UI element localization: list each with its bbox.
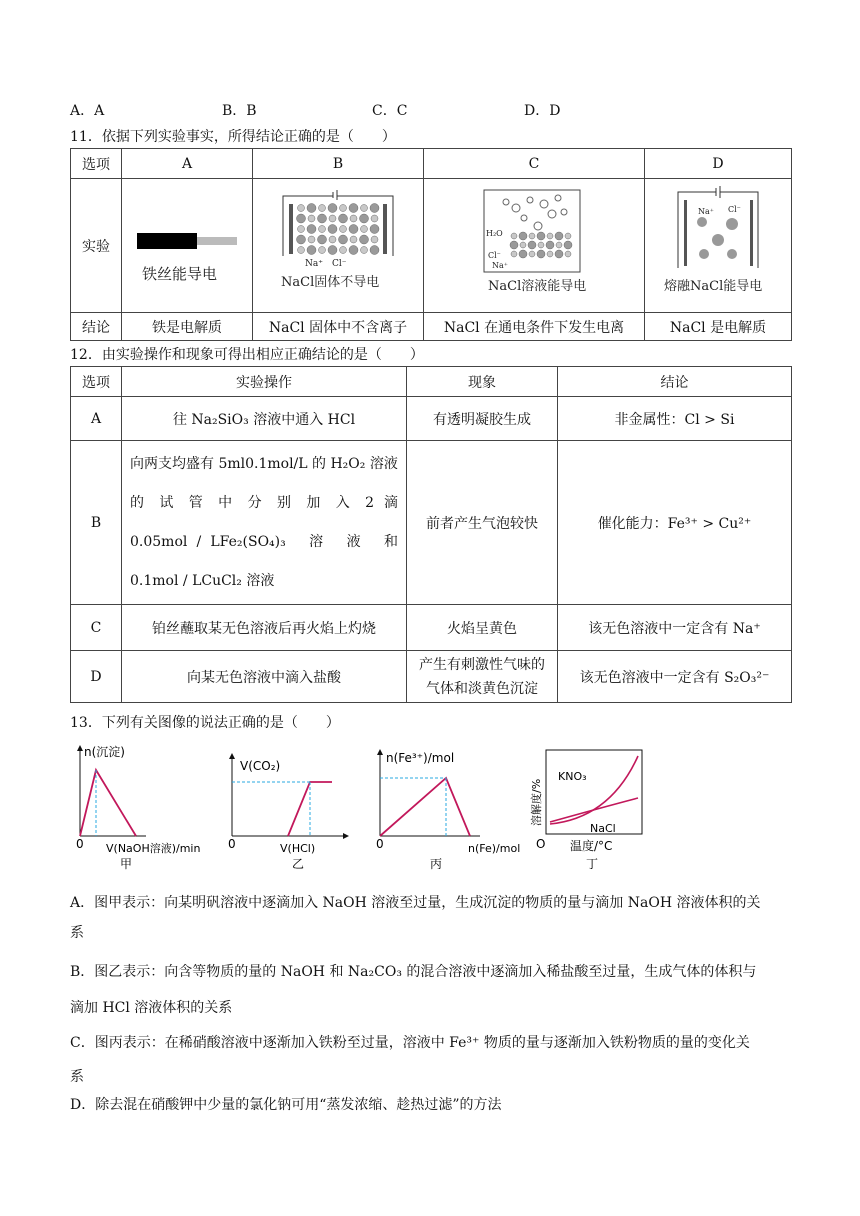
graph-yi-origin: 0 — [228, 837, 236, 851]
q11-stem: 11．依据下列实验事实，所得结论正确的是（ ） — [70, 129, 396, 145]
option-line: 系 — [70, 925, 84, 941]
molten-nacl-image — [658, 184, 778, 304]
nacl-solid-image — [273, 184, 403, 304]
q11-conclusion-d: NaCl 是电解质 — [645, 313, 792, 341]
q12-header: 实验操作 — [122, 367, 407, 397]
q11-header: D — [645, 149, 792, 179]
q12-operation: 铂丝蘸取某无色溶液后再火焰上灼烧 — [122, 605, 407, 651]
label-na: Na⁺ — [492, 260, 508, 270]
graph-ding — [529, 750, 642, 871]
graph-ding-caption: 丁 — [586, 857, 599, 871]
q13-graphs — [70, 740, 650, 876]
q12-header: 选项 — [71, 367, 122, 397]
image-caption: NaCl固体不导电 — [281, 274, 380, 290]
q12-operation: 向某无色溶液中滴入盐酸 — [122, 651, 407, 703]
q12-option: A — [71, 397, 122, 441]
option-line: C．图丙表示：在稀硝酸溶液中逐渐加入铁粉至过量，溶液中 Fe³⁺ 物质的量与逐渐加入铁粉物质的量的变化关 — [70, 1035, 750, 1051]
graph-yi-ylabel: V(CO₂) — [240, 759, 281, 773]
q13-option-b — [70, 954, 792, 1026]
q11-table — [70, 148, 792, 341]
q10-option-b: B．B — [222, 103, 257, 119]
label-cl: Cl⁻ — [728, 204, 741, 214]
q11-conclusion-c: NaCl 在通电条件下发生电离 — [424, 313, 645, 341]
q10-option-c: C．C — [372, 103, 408, 119]
q12-phenomenon — [407, 651, 558, 703]
image-caption: 熔融NaCl能导电 — [664, 278, 763, 294]
graph-bing-xlabel: n(Fe)/mol — [468, 842, 521, 855]
graph-jia — [76, 744, 200, 871]
q13-option-c — [70, 1026, 792, 1094]
graph-yi — [228, 756, 346, 871]
graph-jia-xlabel: V(NaOH溶液)/min — [106, 842, 201, 855]
graph-ding-series-kno3: KNO₃ — [558, 770, 587, 783]
label-cl: Cl⁻ — [488, 250, 501, 260]
q10-option-d: D．D — [524, 103, 561, 119]
q12-operation: 往 Na₂SiO₃ 溶液中通入 HCl — [122, 397, 407, 441]
ion-labels: Na⁺ Cl⁻ — [305, 258, 347, 269]
q12-conclusion: 非金属性：Cl > Si — [558, 397, 792, 441]
option-line: D．除去混在硝酸钾中少量的氯化钠可用“蒸发浓缩、趁热过滤”的方法 — [70, 1097, 502, 1113]
q11-conclusion-a: 铁是电解质 — [122, 313, 253, 341]
iron-wire-image — [132, 189, 242, 299]
graph-bing-ylabel: n(Fe³⁺)/mol — [386, 751, 455, 765]
q12-header: 现象 — [407, 367, 558, 397]
graph-ding-xlabel: 温度/°C — [570, 839, 613, 853]
q12-phenomenon: 火焰呈黄色 — [407, 605, 558, 651]
option-line: 系 — [70, 1069, 84, 1085]
label-h2o: H₂O — [486, 228, 503, 238]
q12-conclusion: 该无色溶液中一定含有 Na⁺ — [558, 605, 792, 651]
option-line: 滴加 HCl 溶液体积的关系 — [70, 1000, 233, 1016]
q12-option: C — [71, 605, 122, 651]
graph-ding-ylabel: 溶解度/% — [530, 778, 543, 826]
q11-image-b — [253, 179, 424, 313]
q13-option-a — [70, 888, 792, 948]
q11-header: A — [122, 149, 253, 179]
graph-jia-ylabel: n(沉淀) — [84, 745, 125, 759]
q12-conclusion: 催化能力：Fe³⁺ > Cu²⁺ — [558, 441, 792, 605]
q11-row-label-conclusion: 结论 — [71, 313, 122, 341]
graph-ding-series-nacl: NaCl — [590, 822, 616, 835]
graph-ding-origin: O — [536, 837, 546, 851]
operation-line: 0.1mol / LCuCl₂ 溶液 — [130, 572, 275, 589]
graph-bing-caption: 丙 — [430, 857, 443, 871]
q11-header: C — [424, 149, 645, 179]
q11-image-d — [645, 179, 792, 313]
q11-header: B — [253, 149, 424, 179]
graph-jia-caption: 甲 — [120, 857, 133, 871]
q12-option: D — [71, 651, 122, 703]
q12-stem: 12．由实验操作和现象可得出相应正确结论的是（ ） — [70, 347, 424, 363]
q12-phenomenon: 有透明凝胶生成 — [407, 397, 558, 441]
operation-line: 向两支均盛有 5ml0.1mol/L 的 H₂O₂ 溶液 — [130, 455, 398, 472]
q13-stem: 13．下列有关图像的说法正确的是（ ） — [70, 715, 340, 731]
label-na: Na⁺ — [698, 206, 714, 216]
phenomenon-line: 产生有刺激性气味的 — [419, 656, 545, 673]
image-caption: 铁丝能导电 — [142, 264, 218, 283]
graph-bing — [376, 751, 520, 871]
graph-bing-origin: 0 — [376, 837, 384, 851]
q12-operation — [122, 441, 407, 605]
operation-line: 0.05mol / LFe₂(SO₄)₃ 溶 液 和 — [130, 533, 398, 550]
image-caption: NaCl溶液能导电 — [488, 278, 587, 294]
q12-header: 结论 — [558, 367, 792, 397]
option-line: B．图乙表示：向含等物质的量的 NaOH 和 Na₂CO₃ 的混合溶液中逐滴加入稀盐酸至过量，生成气体的体积与 — [70, 964, 757, 980]
q12-table — [70, 366, 792, 703]
q13-option-d — [70, 1090, 792, 1120]
graph-jia-origin: 0 — [76, 837, 84, 851]
q11-image-c — [424, 179, 645, 313]
option-line: A．图甲表示：向某明矾溶液中逐滴加入 NaOH 溶液至过量，生成沉淀的物质的量与滴加 NaOH 溶液体积的关 — [70, 895, 761, 911]
graph-yi-xlabel: V(HCl) — [280, 842, 316, 855]
q11-conclusion-b: NaCl 固体中不含离子 — [253, 313, 424, 341]
q11-image-a — [122, 179, 253, 313]
q11-header: 选项 — [71, 149, 122, 179]
nacl-solution-image — [464, 184, 604, 304]
q12-conclusion: 该无色溶液中一定含有 S₂O₃²⁻ — [558, 651, 792, 703]
operation-line: 的 试 管 中 分 别 加 入 2 滴 — [130, 494, 398, 511]
q10-option-a: A．A — [70, 103, 105, 119]
phenomenon-line: 气体和淡黄色沉淀 — [426, 680, 538, 697]
q12-phenomenon: 前者产生气泡较快 — [407, 441, 558, 605]
graph-yi-caption: 乙 — [292, 857, 305, 871]
q11-row-label-experiment: 实验 — [71, 179, 122, 313]
q12-option: B — [71, 441, 122, 605]
